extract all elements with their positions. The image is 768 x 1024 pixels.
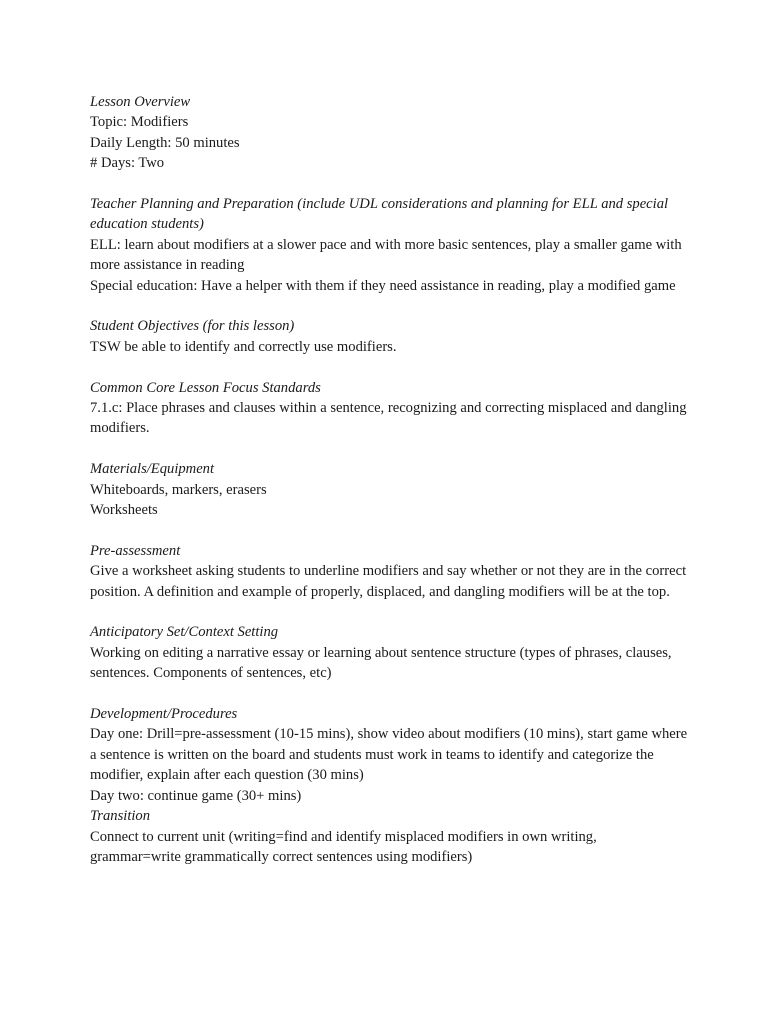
ell-paragraph: ELL: learn about modifiers at a slower pace and with more basic sentences, play a smaller game with more assistance in reading xyxy=(90,236,682,274)
pre-assessment-section xyxy=(90,541,690,602)
student-objectives-heading: Student Objectives (for this lesson) xyxy=(90,318,295,335)
anticipatory-set-text: Working on editing a narrative essay or learning about sentence structure (types of phrases, clauses, sentences. Components of sentences, etc) xyxy=(90,644,672,682)
topic-line: Topic: Modifiers xyxy=(90,114,189,131)
special-education-paragraph: Special education: Have a helper with them if they need assistance in reading, play a modified game xyxy=(90,277,676,294)
daily-length-line: Daily Length: 50 minutes xyxy=(90,134,240,151)
materials-line-1: Whiteboards, markers, erasers xyxy=(90,481,267,498)
standards-text: 7.1.c: Place phrases and clauses within a sentence, recognizing and correcting misplaced and dangling modifiers. xyxy=(90,400,687,437)
day-two-paragraph: Day two: continue game (30+ mins) xyxy=(90,787,302,804)
lesson-overview-section xyxy=(90,92,690,174)
pre-assessment-heading: Pre-assessment xyxy=(90,542,181,559)
days-line: # Days: Two xyxy=(90,155,165,172)
standards-heading: Common Core Lesson Focus Standards xyxy=(90,379,321,396)
materials-line-2: Worksheets xyxy=(90,502,158,519)
anticipatory-set-heading: Anticipatory Set/Context Setting xyxy=(90,624,279,641)
document-page xyxy=(90,92,690,888)
development-section xyxy=(90,704,690,806)
transition-heading: Transition xyxy=(90,808,151,825)
development-heading: Development/Procedures xyxy=(90,706,238,723)
materials-heading: Materials/Equipment xyxy=(90,461,215,478)
lesson-overview-heading: Lesson Overview xyxy=(90,94,191,110)
student-objectives-text: TSW be able to identify and correctly use modifiers. xyxy=(90,338,397,355)
transition-section xyxy=(90,806,690,867)
teacher-planning-heading: Teacher Planning and Preparation (include UDL considerations and planning for ELL and special education students) xyxy=(90,196,669,233)
teacher-planning-section xyxy=(90,194,690,296)
transition-text: Connect to current unit (writing=find and identify misplaced modifiers in own writing, grammar=write grammatically correct sentences using modifiers) xyxy=(90,828,597,865)
student-objectives-section xyxy=(90,316,690,357)
anticipatory-set-section xyxy=(90,622,690,683)
materials-section xyxy=(90,459,690,520)
standards-section xyxy=(90,378,690,439)
pre-assessment-text: Give a worksheet asking students to underline modifiers and say whether or not they are in the correct position. A definition and example of properly, displaced, and dangling modifiers will be at the top. xyxy=(90,563,687,600)
day-one-paragraph: Day one: Drill=pre-assessment (10-15 mins), show video about modifiers (10 mins), start game where a sentence is written on the board and students must work in teams to identify and categorize the modifier, explain after each question (30 mins) xyxy=(90,726,688,784)
